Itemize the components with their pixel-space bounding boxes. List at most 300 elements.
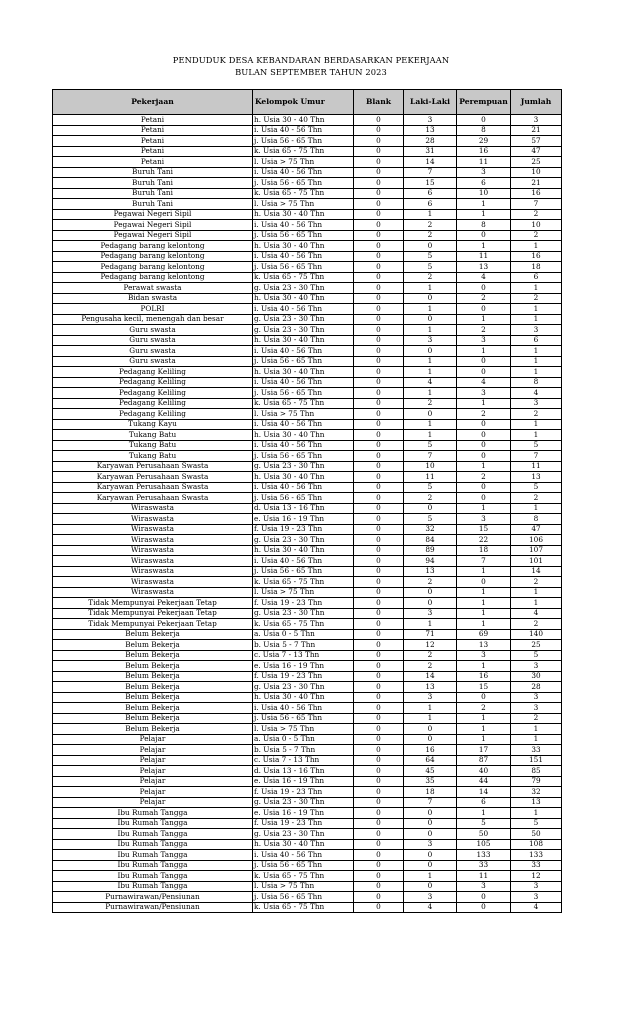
cell-perempuan: 1 bbox=[457, 619, 511, 630]
cell-kelompok-umur: l. Usia > 75 Thn bbox=[253, 409, 354, 420]
table-row bbox=[53, 871, 562, 882]
table-row bbox=[53, 293, 562, 304]
cell-pekerjaan: Belum Bekerja bbox=[53, 692, 253, 703]
cell-blank: 0 bbox=[354, 713, 404, 724]
cell-laki-laki: 3 bbox=[404, 839, 457, 850]
cell-laki-laki: 7 bbox=[404, 451, 457, 462]
cell-pekerjaan: Wiraswasta bbox=[53, 556, 253, 567]
cell-laki-laki: 5 bbox=[404, 440, 457, 451]
cell-jumlah: 2 bbox=[511, 493, 562, 504]
cell-blank: 0 bbox=[354, 167, 404, 178]
cell-jumlah: 2 bbox=[511, 209, 562, 220]
table-row bbox=[53, 881, 562, 892]
cell-blank: 0 bbox=[354, 703, 404, 714]
cell-laki-laki: 2 bbox=[404, 398, 457, 409]
cell-kelompok-umur: i. Usia 40 - 56 Thn bbox=[253, 346, 354, 357]
cell-jumlah: 8 bbox=[511, 377, 562, 388]
cell-laki-laki: 71 bbox=[404, 629, 457, 640]
cell-jumlah: 33 bbox=[511, 745, 562, 756]
cell-pekerjaan: Belum Bekerja bbox=[53, 703, 253, 714]
cell-laki-laki: 18 bbox=[404, 787, 457, 798]
cell-jumlah: 7 bbox=[511, 451, 562, 462]
cell-blank: 0 bbox=[354, 776, 404, 787]
cell-laki-laki: 10 bbox=[404, 461, 457, 472]
cell-perempuan: 0 bbox=[457, 367, 511, 378]
table-row bbox=[53, 136, 562, 147]
cell-jumlah: 30 bbox=[511, 671, 562, 682]
cell-pekerjaan: Pelajar bbox=[53, 745, 253, 756]
cell-perempuan: 3 bbox=[457, 388, 511, 399]
cell-jumlah: 47 bbox=[511, 146, 562, 157]
cell-jumlah: 3 bbox=[511, 881, 562, 892]
cell-blank: 0 bbox=[354, 115, 404, 126]
cell-blank: 0 bbox=[354, 283, 404, 294]
cell-laki-laki: 2 bbox=[404, 220, 457, 231]
cell-blank: 0 bbox=[354, 461, 404, 472]
cell-perempuan: 0 bbox=[457, 356, 511, 367]
cell-kelompok-umur: j. Usia 56 - 65 Thn bbox=[253, 451, 354, 462]
cell-jumlah: 3 bbox=[511, 115, 562, 126]
cell-blank: 0 bbox=[354, 871, 404, 882]
cell-laki-laki: 14 bbox=[404, 157, 457, 168]
cell-jumlah: 18 bbox=[511, 262, 562, 273]
cell-pekerjaan: Tukang Batu bbox=[53, 451, 253, 462]
table-row bbox=[53, 451, 562, 462]
cell-perempuan: 0 bbox=[457, 419, 511, 430]
table-row bbox=[53, 115, 562, 126]
cell-perempuan: 1 bbox=[457, 346, 511, 357]
table-row bbox=[53, 482, 562, 493]
cell-pekerjaan: Wiraswasta bbox=[53, 577, 253, 588]
cell-laki-laki: 45 bbox=[404, 766, 457, 777]
header-laki-laki: Laki-Laki bbox=[404, 90, 457, 115]
cell-laki-laki: 1 bbox=[404, 209, 457, 220]
cell-perempuan: 2 bbox=[457, 325, 511, 336]
cell-laki-laki: 5 bbox=[404, 262, 457, 273]
cell-pekerjaan: Guru swasta bbox=[53, 325, 253, 336]
cell-perempuan: 50 bbox=[457, 829, 511, 840]
cell-jumlah: 12 bbox=[511, 871, 562, 882]
cell-kelompok-umur: f. Usia 19 - 23 Thn bbox=[253, 818, 354, 829]
table-row bbox=[53, 839, 562, 850]
cell-kelompok-umur: h. Usia 30 - 40 Thn bbox=[253, 839, 354, 850]
cell-jumlah: 3 bbox=[511, 703, 562, 714]
table-row bbox=[53, 682, 562, 693]
cell-jumlah: 10 bbox=[511, 167, 562, 178]
cell-pekerjaan: Guru swasta bbox=[53, 346, 253, 357]
document-title: PENDUDUK DESA KEBANDARAN BERDASARKAN PEKERJAAN bbox=[172, 55, 450, 65]
cell-laki-laki: 28 bbox=[404, 136, 457, 147]
table-row bbox=[53, 472, 562, 483]
table-row bbox=[53, 829, 562, 840]
cell-laki-laki: 0 bbox=[404, 314, 457, 325]
cell-laki-laki: 1 bbox=[404, 430, 457, 441]
cell-laki-laki: 13 bbox=[404, 125, 457, 136]
cell-jumlah: 8 bbox=[511, 514, 562, 525]
table-row bbox=[53, 125, 562, 136]
cell-laki-laki: 3 bbox=[404, 608, 457, 619]
cell-blank: 0 bbox=[354, 325, 404, 336]
cell-kelompok-umur: i. Usia 40 - 56 Thn bbox=[253, 482, 354, 493]
table-row bbox=[53, 755, 562, 766]
cell-blank: 0 bbox=[354, 818, 404, 829]
cell-perempuan: 15 bbox=[457, 524, 511, 535]
table-row bbox=[53, 577, 562, 588]
cell-kelompok-umur: g. Usia 23 - 30 Thn bbox=[253, 829, 354, 840]
cell-kelompok-umur: l. Usia > 75 Thn bbox=[253, 724, 354, 735]
cell-kelompok-umur: h. Usia 30 - 40 Thn bbox=[253, 241, 354, 252]
cell-perempuan: 13 bbox=[457, 262, 511, 273]
cell-laki-laki: 0 bbox=[404, 241, 457, 252]
cell-perempuan: 1 bbox=[457, 598, 511, 609]
cell-pekerjaan: Buruh Tani bbox=[53, 188, 253, 199]
cell-perempuan: 1 bbox=[457, 461, 511, 472]
cell-kelompok-umur: g. Usia 23 - 30 Thn bbox=[253, 608, 354, 619]
cell-pekerjaan: Belum Bekerja bbox=[53, 713, 253, 724]
cell-kelompok-umur: i. Usia 40 - 56 Thn bbox=[253, 251, 354, 262]
cell-perempuan: 6 bbox=[457, 797, 511, 808]
cell-pekerjaan: Tukang Kayu bbox=[53, 419, 253, 430]
cell-perempuan: 29 bbox=[457, 136, 511, 147]
table-row bbox=[53, 461, 562, 472]
cell-blank: 0 bbox=[354, 482, 404, 493]
header-perempuan: Perempuan bbox=[457, 90, 511, 115]
cell-laki-laki: 2 bbox=[404, 493, 457, 504]
cell-perempuan: 133 bbox=[457, 850, 511, 861]
header-blank: Blank bbox=[354, 90, 404, 115]
cell-kelompok-umur: c. Usia 7 - 13 Thn bbox=[253, 650, 354, 661]
table-row bbox=[53, 850, 562, 861]
cell-pekerjaan: Petani bbox=[53, 125, 253, 136]
cell-perempuan: 1 bbox=[457, 587, 511, 598]
cell-laki-laki: 6 bbox=[404, 199, 457, 210]
table-row bbox=[53, 314, 562, 325]
cell-pekerjaan: Belum Bekerja bbox=[53, 640, 253, 651]
cell-kelompok-umur: k. Usia 65 - 75 Thn bbox=[253, 619, 354, 630]
cell-perempuan: 1 bbox=[457, 734, 511, 745]
cell-perempuan: 10 bbox=[457, 188, 511, 199]
cell-jumlah: 14 bbox=[511, 566, 562, 577]
table-row bbox=[53, 598, 562, 609]
cell-laki-laki: 12 bbox=[404, 640, 457, 651]
table-row bbox=[53, 734, 562, 745]
cell-blank: 0 bbox=[354, 734, 404, 745]
header-pekerjaan: Pekerjaan bbox=[53, 90, 253, 115]
table-row bbox=[53, 650, 562, 661]
cell-blank: 0 bbox=[354, 524, 404, 535]
cell-blank: 0 bbox=[354, 178, 404, 189]
cell-pekerjaan: Belum Bekerja bbox=[53, 671, 253, 682]
cell-jumlah: 1 bbox=[511, 587, 562, 598]
table-row bbox=[53, 377, 562, 388]
cell-pekerjaan: Wiraswasta bbox=[53, 566, 253, 577]
cell-jumlah: 16 bbox=[511, 251, 562, 262]
cell-kelompok-umur: h. Usia 30 - 40 Thn bbox=[253, 115, 354, 126]
table-row bbox=[53, 776, 562, 787]
cell-blank: 0 bbox=[354, 346, 404, 357]
cell-perempuan: 3 bbox=[457, 335, 511, 346]
cell-kelompok-umur: c. Usia 7 - 13 Thn bbox=[253, 755, 354, 766]
cell-blank: 0 bbox=[354, 356, 404, 367]
cell-jumlah: 107 bbox=[511, 545, 562, 556]
cell-perempuan: 1 bbox=[457, 503, 511, 514]
cell-perempuan: 3 bbox=[457, 167, 511, 178]
cell-kelompok-umur: k. Usia 65 - 75 Thn bbox=[253, 272, 354, 283]
table-row bbox=[53, 335, 562, 346]
cell-blank: 0 bbox=[354, 577, 404, 588]
table-row bbox=[53, 272, 562, 283]
cell-jumlah: 3 bbox=[511, 398, 562, 409]
cell-blank: 0 bbox=[354, 766, 404, 777]
cell-perempuan: 0 bbox=[457, 283, 511, 294]
cell-laki-laki: 0 bbox=[404, 860, 457, 871]
cell-perempuan: 1 bbox=[457, 608, 511, 619]
cell-blank: 0 bbox=[354, 566, 404, 577]
cell-laki-laki: 0 bbox=[404, 724, 457, 735]
cell-kelompok-umur: i. Usia 40 - 56 Thn bbox=[253, 220, 354, 231]
table-row bbox=[53, 262, 562, 273]
cell-blank: 0 bbox=[354, 556, 404, 567]
cell-blank: 0 bbox=[354, 272, 404, 283]
cell-kelompok-umur: a. Usia 0 - 5 Thn bbox=[253, 734, 354, 745]
cell-perempuan: 0 bbox=[457, 451, 511, 462]
table-row bbox=[53, 724, 562, 735]
cell-perempuan: 17 bbox=[457, 745, 511, 756]
cell-pekerjaan: Karyawan Perusahaan Swasta bbox=[53, 482, 253, 493]
cell-jumlah: 50 bbox=[511, 829, 562, 840]
cell-blank: 0 bbox=[354, 335, 404, 346]
table-row bbox=[53, 146, 562, 157]
cell-jumlah: 5 bbox=[511, 440, 562, 451]
cell-jumlah: 5 bbox=[511, 482, 562, 493]
cell-perempuan: 0 bbox=[457, 482, 511, 493]
cell-perempuan: 105 bbox=[457, 839, 511, 850]
cell-blank: 0 bbox=[354, 472, 404, 483]
cell-pekerjaan: Ibu Rumah Tangga bbox=[53, 808, 253, 819]
cell-laki-laki: 0 bbox=[404, 734, 457, 745]
cell-jumlah: 151 bbox=[511, 755, 562, 766]
cell-blank: 0 bbox=[354, 440, 404, 451]
cell-perempuan: 3 bbox=[457, 650, 511, 661]
cell-laki-laki: 15 bbox=[404, 178, 457, 189]
cell-pekerjaan: Tukang Batu bbox=[53, 440, 253, 451]
cell-jumlah: 101 bbox=[511, 556, 562, 567]
cell-pekerjaan: Bidan swasta bbox=[53, 293, 253, 304]
cell-blank: 0 bbox=[354, 545, 404, 556]
cell-perempuan: 0 bbox=[457, 493, 511, 504]
cell-laki-laki: 1 bbox=[404, 388, 457, 399]
cell-perempuan: 0 bbox=[457, 430, 511, 441]
cell-perempuan: 8 bbox=[457, 125, 511, 136]
cell-jumlah: 1 bbox=[511, 598, 562, 609]
cell-jumlah: 1 bbox=[511, 314, 562, 325]
cell-pekerjaan: Pedagang Keliling bbox=[53, 388, 253, 399]
cell-pekerjaan: Guru swasta bbox=[53, 335, 253, 346]
table-row bbox=[53, 787, 562, 798]
cell-pekerjaan: Buruh Tani bbox=[53, 199, 253, 210]
cell-perempuan: 87 bbox=[457, 755, 511, 766]
cell-perempuan: 11 bbox=[457, 157, 511, 168]
cell-kelompok-umur: k. Usia 65 - 75 Thn bbox=[253, 902, 354, 913]
cell-laki-laki: 0 bbox=[404, 598, 457, 609]
table-row bbox=[53, 524, 562, 535]
cell-blank: 0 bbox=[354, 587, 404, 598]
cell-pekerjaan: Belum Bekerja bbox=[53, 650, 253, 661]
cell-kelompok-umur: e. Usia 16 - 19 Thn bbox=[253, 514, 354, 525]
cell-perempuan: 11 bbox=[457, 251, 511, 262]
cell-blank: 0 bbox=[354, 220, 404, 231]
cell-kelompok-umur: b. Usia 5 - 7 Thn bbox=[253, 640, 354, 651]
cell-perempuan: 0 bbox=[457, 304, 511, 315]
table-row bbox=[53, 629, 562, 640]
table-row bbox=[53, 409, 562, 420]
cell-pekerjaan: Pelajar bbox=[53, 755, 253, 766]
cell-laki-laki: 1 bbox=[404, 419, 457, 430]
cell-perempuan: 14 bbox=[457, 787, 511, 798]
cell-perempuan: 18 bbox=[457, 545, 511, 556]
cell-pekerjaan: Petani bbox=[53, 115, 253, 126]
cell-jumlah: 2 bbox=[511, 293, 562, 304]
table-row bbox=[53, 251, 562, 262]
cell-pekerjaan: Ibu Rumah Tangga bbox=[53, 871, 253, 882]
table-row bbox=[53, 503, 562, 514]
table-row bbox=[53, 430, 562, 441]
cell-blank: 0 bbox=[354, 598, 404, 609]
table-body bbox=[53, 115, 562, 913]
cell-laki-laki: 2 bbox=[404, 272, 457, 283]
cell-kelompok-umur: g. Usia 23 - 30 Thn bbox=[253, 682, 354, 693]
cell-blank: 0 bbox=[354, 314, 404, 325]
cell-pekerjaan: Pedagang barang kelontong bbox=[53, 251, 253, 262]
cell-laki-laki: 2 bbox=[404, 230, 457, 241]
table-row bbox=[53, 566, 562, 577]
cell-pekerjaan: Perawat swasta bbox=[53, 283, 253, 294]
cell-laki-laki: 13 bbox=[404, 566, 457, 577]
table-row bbox=[53, 209, 562, 220]
cell-pekerjaan: Pedagang Keliling bbox=[53, 377, 253, 388]
cell-laki-laki: 1 bbox=[404, 325, 457, 336]
cell-laki-laki: 5 bbox=[404, 482, 457, 493]
cell-laki-laki: 35 bbox=[404, 776, 457, 787]
cell-blank: 0 bbox=[354, 860, 404, 871]
cell-kelompok-umur: j. Usia 56 - 65 Thn bbox=[253, 493, 354, 504]
table-row bbox=[53, 692, 562, 703]
table-row bbox=[53, 608, 562, 619]
cell-jumlah: 13 bbox=[511, 472, 562, 483]
cell-perempuan: 15 bbox=[457, 682, 511, 693]
cell-jumlah: 1 bbox=[511, 356, 562, 367]
cell-pekerjaan: Ibu Rumah Tangga bbox=[53, 818, 253, 829]
cell-jumlah: 79 bbox=[511, 776, 562, 787]
cell-jumlah: 33 bbox=[511, 860, 562, 871]
cell-perempuan: 0 bbox=[457, 440, 511, 451]
header-kelompok-umur: Kelompok Umur bbox=[253, 90, 354, 115]
table-row bbox=[53, 230, 562, 241]
cell-kelompok-umur: i. Usia 40 - 56 Thn bbox=[253, 850, 354, 861]
cell-perempuan: 16 bbox=[457, 146, 511, 157]
cell-pekerjaan: Ibu Rumah Tangga bbox=[53, 860, 253, 871]
cell-jumlah: 1 bbox=[511, 304, 562, 315]
table-row bbox=[53, 167, 562, 178]
cell-pekerjaan: Pedagang Keliling bbox=[53, 367, 253, 378]
cell-perempuan: 40 bbox=[457, 766, 511, 777]
cell-blank: 0 bbox=[354, 241, 404, 252]
cell-pekerjaan: Pegawai Negeri Sipil bbox=[53, 220, 253, 231]
cell-kelompok-umur: e. Usia 16 - 19 Thn bbox=[253, 661, 354, 672]
cell-pekerjaan: Petani bbox=[53, 146, 253, 157]
cell-blank: 0 bbox=[354, 157, 404, 168]
cell-laki-laki: 0 bbox=[404, 818, 457, 829]
table-row bbox=[53, 818, 562, 829]
cell-kelompok-umur: g. Usia 23 - 30 Thn bbox=[253, 797, 354, 808]
cell-jumlah: 3 bbox=[511, 661, 562, 672]
cell-kelompok-umur: i. Usia 40 - 56 Thn bbox=[253, 377, 354, 388]
cell-blank: 0 bbox=[354, 724, 404, 735]
cell-pekerjaan: POLRI bbox=[53, 304, 253, 315]
table-row bbox=[53, 346, 562, 357]
cell-pekerjaan: Wiraswasta bbox=[53, 514, 253, 525]
table-row bbox=[53, 661, 562, 672]
table-row bbox=[53, 220, 562, 231]
cell-jumlah: 1 bbox=[511, 241, 562, 252]
cell-pekerjaan: Belum Bekerja bbox=[53, 661, 253, 672]
cell-laki-laki: 2 bbox=[404, 577, 457, 588]
cell-perempuan: 2 bbox=[457, 293, 511, 304]
table-row bbox=[53, 356, 562, 367]
cell-perempuan: 11 bbox=[457, 871, 511, 882]
table-row bbox=[53, 367, 562, 378]
cell-blank: 0 bbox=[354, 671, 404, 682]
cell-blank: 0 bbox=[354, 629, 404, 640]
cell-blank: 0 bbox=[354, 430, 404, 441]
cell-blank: 0 bbox=[354, 125, 404, 136]
cell-pekerjaan: Pelajar bbox=[53, 787, 253, 798]
document-subtitle: BULAN SEPTEMBER TAHUN 2023 bbox=[235, 67, 387, 77]
table-row bbox=[53, 514, 562, 525]
cell-blank: 0 bbox=[354, 503, 404, 514]
cell-laki-laki: 1 bbox=[404, 283, 457, 294]
cell-kelompok-umur: i. Usia 40 - 56 Thn bbox=[253, 419, 354, 430]
cell-blank: 0 bbox=[354, 608, 404, 619]
cell-perempuan: 13 bbox=[457, 640, 511, 651]
cell-perempuan: 2 bbox=[457, 703, 511, 714]
cell-jumlah: 1 bbox=[511, 724, 562, 735]
cell-laki-laki: 3 bbox=[404, 892, 457, 903]
cell-kelompok-umur: g. Usia 23 - 30 Thn bbox=[253, 314, 354, 325]
cell-perempuan: 0 bbox=[457, 902, 511, 913]
table-row bbox=[53, 745, 562, 756]
cell-jumlah: 1 bbox=[511, 503, 562, 514]
cell-perempuan: 22 bbox=[457, 535, 511, 546]
cell-perempuan: 0 bbox=[457, 892, 511, 903]
table-row bbox=[53, 713, 562, 724]
cell-laki-laki: 4 bbox=[404, 377, 457, 388]
cell-jumlah: 2 bbox=[511, 619, 562, 630]
cell-laki-laki: 5 bbox=[404, 514, 457, 525]
cell-kelompok-umur: k. Usia 65 - 75 Thn bbox=[253, 188, 354, 199]
cell-pekerjaan: Pedagang barang kelontong bbox=[53, 241, 253, 252]
cell-laki-laki: 0 bbox=[404, 293, 457, 304]
cell-jumlah: 57 bbox=[511, 136, 562, 147]
cell-kelompok-umur: h. Usia 30 - 40 Thn bbox=[253, 545, 354, 556]
cell-perempuan: 69 bbox=[457, 629, 511, 640]
cell-jumlah: 21 bbox=[511, 178, 562, 189]
cell-kelompok-umur: e. Usia 16 - 19 Thn bbox=[253, 808, 354, 819]
table-row bbox=[53, 178, 562, 189]
table-row bbox=[53, 535, 562, 546]
cell-blank: 0 bbox=[354, 409, 404, 420]
cell-jumlah: 140 bbox=[511, 629, 562, 640]
